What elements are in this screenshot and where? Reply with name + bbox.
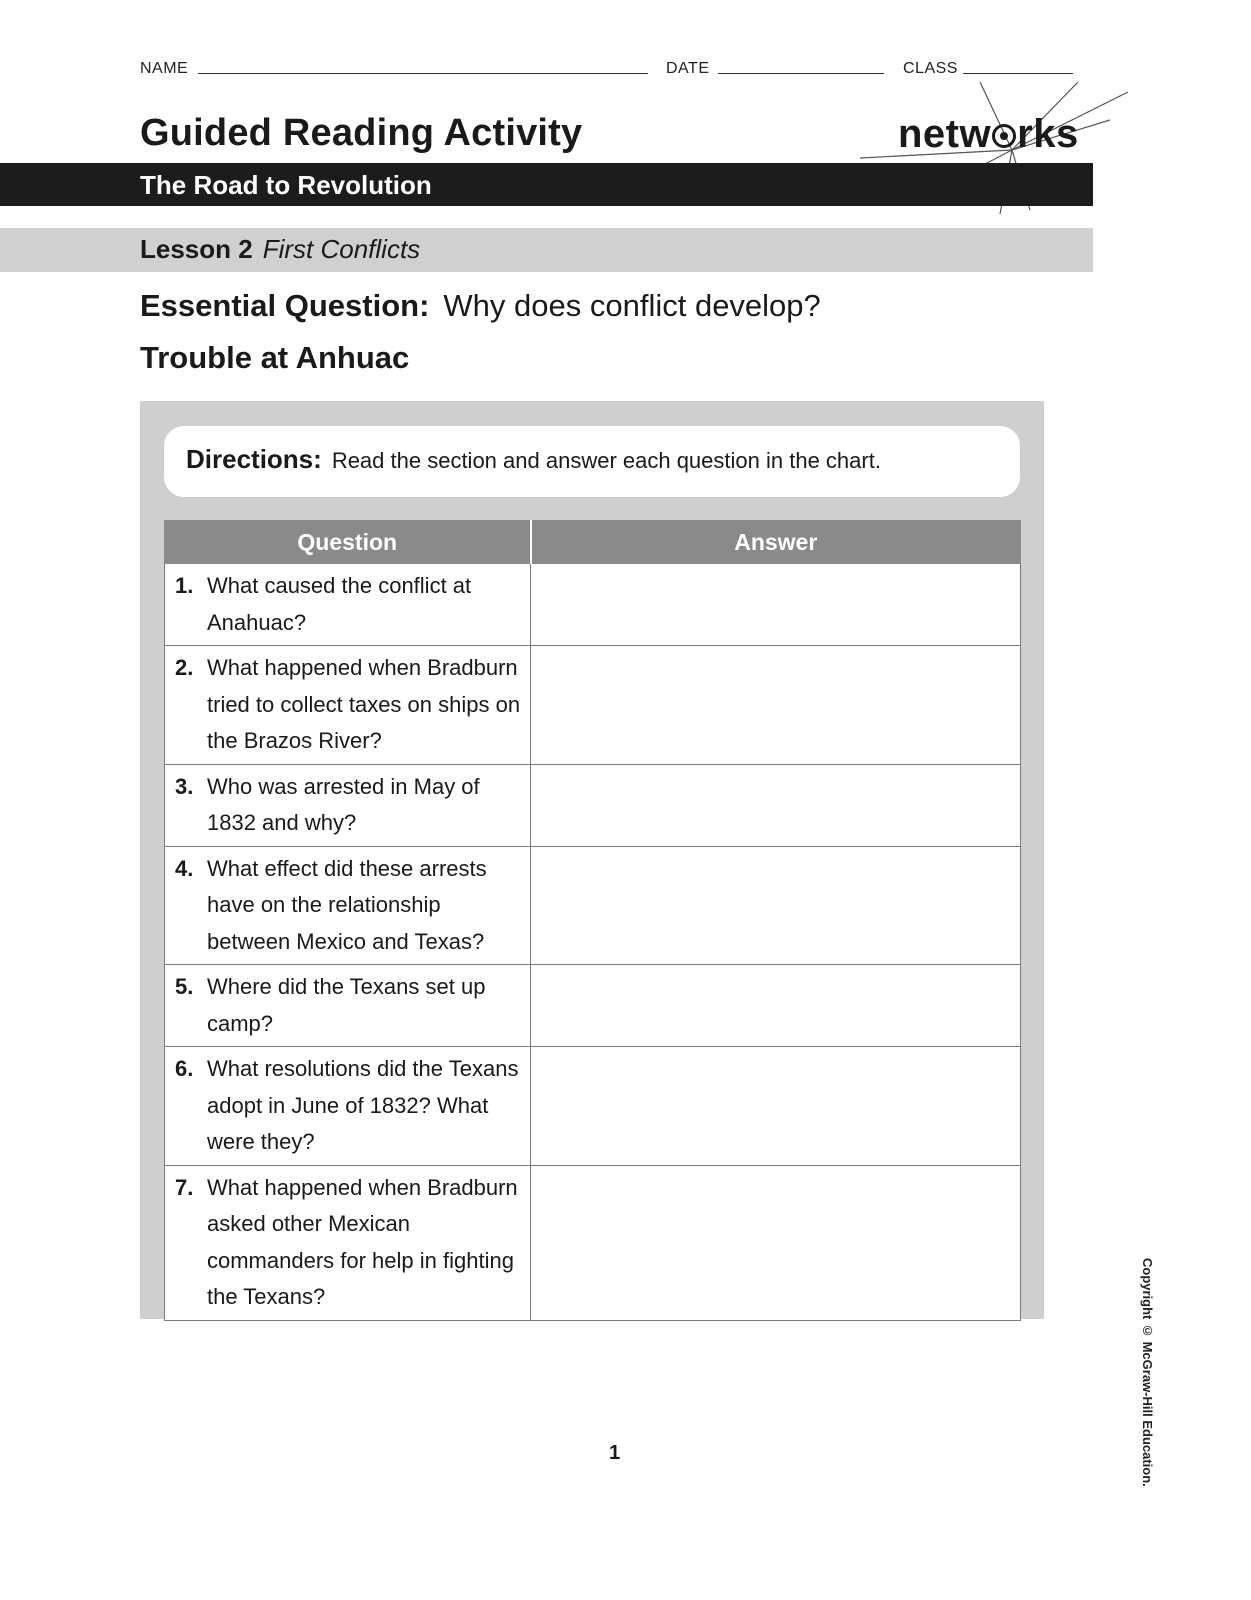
- unit-title: The Road to Revolution: [140, 170, 432, 200]
- answer-cell[interactable]: [531, 646, 1021, 765]
- question-text: What resolutions did the Texans adopt in June of 1832? What were they?: [207, 1056, 519, 1154]
- brand-o-icon: [992, 124, 1016, 148]
- page-title: Guided Reading Activity: [140, 112, 583, 154]
- directions-label: Directions:: [186, 444, 322, 474]
- table-row: [165, 764, 1021, 846]
- essential-question: [140, 288, 821, 324]
- question-text: Who was arrested in May of 1832 and why?: [207, 773, 480, 835]
- question-answer-chart: [164, 520, 1021, 1321]
- table-row: [165, 1047, 1021, 1166]
- class-label: CLASS: [903, 60, 958, 77]
- question-cell: [165, 1165, 531, 1320]
- name-label: NAME: [140, 60, 189, 77]
- question-cell: [165, 846, 531, 965]
- lesson-title: First Conflicts: [262, 234, 421, 264]
- question-cell: [165, 564, 531, 646]
- question-text: What happened when Bradburn asked other Mexican commanders for help in fighting the Texans?: [207, 1174, 518, 1309]
- answer-cell[interactable]: [531, 1047, 1021, 1166]
- question-number: 1.: [175, 573, 194, 598]
- answer-column-header: Answer: [531, 521, 1021, 564]
- lesson-heading: [140, 234, 420, 265]
- question-text: What caused the conflict at Anahuac?: [207, 573, 472, 635]
- question-number: 4.: [175, 855, 194, 881]
- essential-question-label: Essential Question:: [140, 288, 430, 323]
- page-number: 1: [609, 1442, 621, 1464]
- table-row: [165, 564, 1021, 646]
- question-number: 3.: [175, 773, 194, 799]
- question-number: 5.: [175, 974, 194, 999]
- date-field[interactable]: [718, 73, 884, 74]
- table-row: [165, 965, 1021, 1047]
- answer-cell[interactable]: [531, 564, 1021, 646]
- chart-header-row: [165, 521, 1021, 564]
- directions: [186, 444, 881, 475]
- class-field[interactable]: [963, 73, 1073, 74]
- brand-text-start: netw: [898, 112, 992, 156]
- question-cell: [165, 646, 531, 765]
- table-row: [165, 646, 1021, 765]
- answer-cell[interactable]: [531, 965, 1021, 1047]
- answer-cell[interactable]: [531, 764, 1021, 846]
- question-text: What happened when Bradburn tried to collect taxes on ships on the Brazos River?: [207, 655, 521, 753]
- question-number: 7.: [175, 1174, 194, 1200]
- date-label: DATE: [666, 60, 710, 77]
- answer-cell[interactable]: [531, 1165, 1021, 1320]
- question-cell: [165, 764, 531, 846]
- question-number: 2.: [175, 655, 194, 680]
- question-text: What effect did these arrests have on the relationship between Mexico and Texas?: [207, 855, 487, 954]
- essential-question-text: Why does conflict develop?: [443, 288, 821, 323]
- table-row: [165, 1165, 1021, 1320]
- section-title: Trouble at Anhuac: [140, 340, 410, 375]
- question-cell: [165, 1047, 531, 1166]
- question-cell: [165, 965, 531, 1047]
- question-column-header: Question: [165, 521, 531, 564]
- copyright-notice: Copyright © McGraw-Hill Education.: [1140, 1258, 1155, 1487]
- table-row: [165, 846, 1021, 965]
- answer-cell[interactable]: [531, 846, 1021, 965]
- question-text: Where did the Texans set up camp?: [207, 974, 486, 1036]
- directions-text: Read the section and answer each question in the chart.: [331, 448, 881, 473]
- networks-logo: [898, 112, 1079, 157]
- name-field[interactable]: [198, 73, 648, 74]
- brand-text-end: rks: [1017, 112, 1079, 156]
- lesson-number: Lesson 2: [140, 234, 253, 264]
- question-number: 6.: [175, 1056, 194, 1081]
